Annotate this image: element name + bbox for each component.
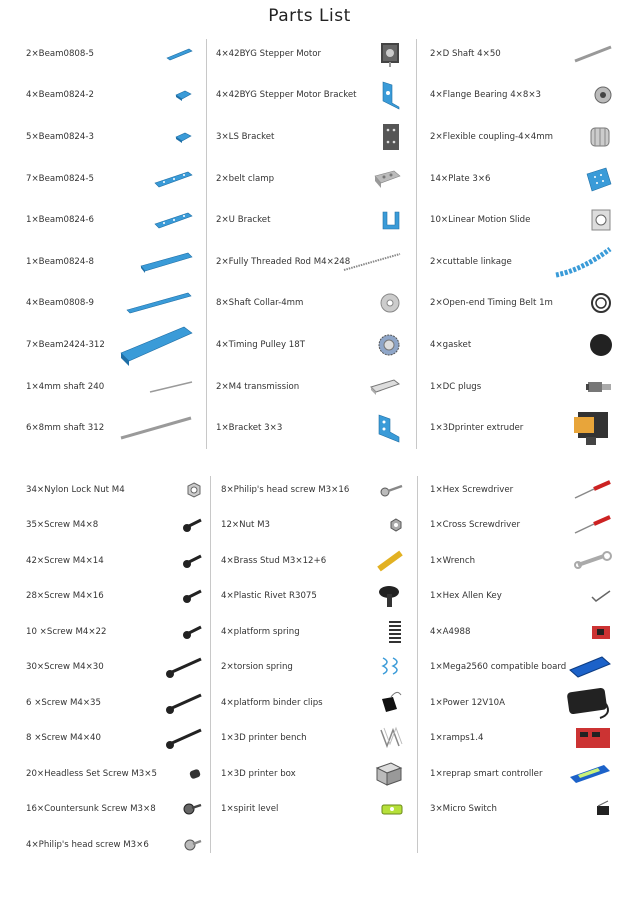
part-item: [210, 283, 408, 325]
spirit-level-icon: [379, 800, 405, 818]
part-item: [20, 756, 210, 792]
part-label: 4×Timing Pulley 18T: [216, 339, 305, 350]
part-label: 12×Nut M3: [221, 520, 270, 531]
part-label: 4×Brass Stud M3×12+6: [221, 555, 327, 566]
part-item: [424, 116, 619, 158]
hex-screwdriver-icon: [572, 479, 614, 501]
extruder-icon: [572, 409, 614, 447]
part-item: [215, 756, 411, 792]
part-label: 2×belt clamp: [216, 173, 275, 184]
part-item: [20, 33, 200, 75]
part-item: [20, 650, 210, 686]
part-item: [20, 685, 210, 721]
part-label: 4×42BYG Stepper Motor: [216, 48, 322, 59]
ls-bracket-icon: [380, 122, 402, 152]
parts-section-2: [20, 472, 616, 892]
part-item: [424, 75, 619, 117]
part-label: 1×reprap smart controller: [430, 768, 543, 779]
beam-cube-icon: [172, 87, 194, 103]
part-label: 1×3D printer bench: [221, 733, 307, 744]
part-label: 7×Beam2424-312: [26, 339, 105, 350]
torsion-spring-icon: [377, 654, 405, 680]
part-item: [215, 650, 411, 686]
part-label: 10×Linear Motion Slide: [430, 215, 531, 226]
plate-icon: [584, 165, 614, 193]
part-label: 1×ramps1.4: [430, 733, 484, 744]
part-item: [424, 241, 619, 283]
part-item: [210, 366, 408, 408]
part-label: 6×8mm shaft 312: [26, 423, 105, 434]
part-label: 1×Bracket 3×3: [216, 423, 283, 434]
part-label: 30×Screw M4×30: [26, 662, 104, 673]
column-divider: [416, 39, 417, 449]
part-label: 8×Philip's head screw M3×16: [221, 484, 350, 495]
part-label: 8 ×Screw M4×40: [26, 733, 101, 744]
part-label: 1×3Dprinter extruder: [430, 423, 524, 434]
part-label: 4×Flange Bearing 4×8×3: [430, 90, 541, 101]
allen-key-icon: [588, 587, 614, 605]
part-item: [215, 472, 411, 508]
part-item: [210, 407, 408, 449]
part-item: [424, 792, 619, 828]
ramps-board-icon: [572, 724, 614, 752]
micro-switch-icon: [592, 798, 614, 820]
part-item: [20, 614, 210, 650]
part-item: [210, 75, 408, 117]
part-item: [20, 721, 210, 757]
part-item: [424, 721, 619, 757]
m4-transmission-icon: [368, 377, 402, 397]
part-label: 28×Screw M4×16: [26, 591, 104, 602]
beam-medium-icon: [152, 169, 194, 189]
part-item: [215, 721, 411, 757]
flange-bearing-icon: [592, 84, 614, 106]
part-label: 1×Power 12V10A: [430, 697, 506, 708]
part-label: 42×Screw M4×14: [26, 555, 104, 566]
beam-short-icon: [164, 46, 194, 62]
part-label: 5×Beam0824-3: [26, 131, 94, 142]
part-item: [210, 324, 408, 366]
part-item: [210, 116, 408, 158]
flexible-coupling-icon: [586, 124, 614, 150]
part-item: [20, 158, 200, 200]
screw-long-icon: [164, 726, 204, 750]
philips-screw-long-icon: [379, 481, 405, 499]
part-label: 16×Countersunk Screw M3×8: [26, 804, 156, 815]
nut-icon: [387, 516, 405, 534]
timing-belt-icon: [588, 290, 614, 316]
part-item: [210, 33, 408, 75]
part-label: 1×3D printer box: [221, 768, 296, 779]
timing-pulley-icon: [376, 333, 402, 357]
part-label: 4×A4988: [430, 626, 471, 637]
part-item: [20, 116, 200, 158]
shaft-collar-icon: [378, 291, 402, 315]
set-screw-icon: [186, 766, 204, 782]
part-item: [424, 199, 619, 241]
part-item: [20, 199, 200, 241]
part-item: [424, 407, 619, 449]
screw-icon: [180, 623, 204, 641]
threaded-rod-icon: [342, 252, 402, 272]
part-label: 34×Nylon Lock Nut M4: [26, 484, 125, 495]
beam-cube-icon: [172, 129, 194, 145]
part-label: 2×Fully Threaded Rod M4×248: [216, 256, 351, 267]
part-item: [20, 827, 210, 863]
part-label: 10 ×Screw M4×22: [26, 626, 107, 637]
part-label: 4×Plastic Rivet R3075: [221, 591, 317, 602]
part-label: 14×Plate 3×6: [430, 173, 491, 184]
part-label: 4×platform binder clips: [221, 697, 323, 708]
part-item: [20, 543, 210, 579]
part-item: [215, 614, 411, 650]
wrench-icon: [574, 551, 614, 571]
part-label: 1×Cross Screwdriver: [430, 520, 521, 531]
printer-box-icon: [373, 760, 405, 788]
part-item: [424, 756, 619, 792]
part-item: [424, 685, 619, 721]
part-label: 2×Open-end Timing Belt 1m: [430, 298, 553, 309]
shaft-thick-icon: [118, 415, 194, 441]
cuttable-linkage-icon: [552, 245, 614, 279]
printer-bench-icon: [377, 724, 405, 752]
part-label: 7×Beam0824-5: [26, 173, 94, 184]
part-item: [424, 543, 619, 579]
part-label: 1×Wrench: [430, 555, 476, 566]
column-divider: [206, 39, 207, 449]
part-label: 1×Beam0824-6: [26, 215, 94, 226]
screw-icon: [180, 552, 204, 570]
lock-nut-icon: [184, 480, 204, 500]
part-label: 2×Beam0808-5: [26, 48, 94, 59]
part-label: 1×Mega2560 compatible board: [430, 662, 567, 673]
part-item: [210, 199, 408, 241]
part-item: [424, 579, 619, 615]
plastic-rivet-icon: [377, 582, 405, 610]
mega-board-icon: [566, 654, 614, 680]
beam-large-icon: [118, 323, 194, 367]
page-title: Parts List: [268, 6, 351, 26]
beam-medium-icon: [152, 210, 194, 230]
part-label: 1×Hex Screwdriver: [430, 484, 514, 495]
part-label: 1×spirit level: [221, 804, 279, 815]
part-item: [20, 792, 210, 828]
part-label: 3×Micro Switch: [430, 804, 497, 815]
brass-stud-icon: [375, 549, 405, 573]
part-label: 4×42BYG Stepper Motor Bracket: [216, 90, 357, 101]
part-item: [424, 508, 619, 544]
part-label: 1×Beam0824-8: [26, 256, 94, 267]
part-label: 35×Screw M4×8: [26, 520, 99, 531]
screw-long-icon: [164, 655, 204, 679]
part-item: [20, 472, 210, 508]
part-label: 4×Philip's head screw M3×6: [26, 839, 149, 850]
part-label: 2×torsion spring: [221, 662, 293, 673]
philips-screw-icon: [182, 835, 204, 855]
part-label: 6 ×Screw M4×35: [26, 697, 101, 708]
d-shaft-icon: [572, 44, 614, 64]
belt-clamp-icon: [372, 168, 402, 190]
part-item: [20, 75, 200, 117]
motor-bracket-icon: [380, 79, 402, 111]
cross-screwdriver-icon: [572, 514, 614, 536]
spring-icon: [385, 618, 405, 646]
beam-thin-long-icon: [124, 290, 194, 316]
countersunk-screw-icon: [180, 799, 204, 819]
part-item: [215, 579, 411, 615]
part-item: [20, 324, 200, 366]
part-item: [424, 283, 619, 325]
screw-long-icon: [164, 691, 204, 715]
part-item: [20, 407, 200, 449]
part-item: [20, 508, 210, 544]
part-item: [210, 158, 408, 200]
stepper-motor-icon: [378, 40, 402, 68]
binder-clip-icon: [377, 689, 405, 717]
part-item: [215, 508, 411, 544]
part-label: 4×Beam0808-9: [26, 298, 94, 309]
part-label: 1×DC plugs: [430, 381, 482, 392]
part-item: [424, 33, 619, 75]
gasket-icon: [588, 332, 614, 358]
part-label: 2×Flexible coupling-4×4mm: [430, 131, 554, 142]
beam-long-icon: [138, 250, 194, 274]
a4988-driver-icon: [588, 621, 614, 643]
bracket-3x3-icon: [376, 412, 402, 444]
part-label: 4×Beam0824-2: [26, 90, 94, 101]
part-label: 2×U Bracket: [216, 215, 271, 226]
screw-icon: [180, 516, 204, 534]
part-label: 3×LS Bracket: [216, 131, 275, 142]
linear-slide-icon: [588, 205, 614, 235]
screw-icon: [180, 587, 204, 605]
part-item: [424, 472, 619, 508]
part-label: 2×cuttable linkage: [430, 256, 512, 267]
power-supply-icon: [562, 684, 614, 722]
column-divider: [210, 476, 211, 853]
part-item: [20, 241, 200, 283]
part-item: [215, 543, 411, 579]
part-item: [215, 792, 411, 828]
parts-section-1: [20, 33, 616, 453]
part-label: 20×Headless Set Screw M3×5: [26, 768, 157, 779]
part-item: [20, 366, 200, 408]
part-item: [424, 158, 619, 200]
part-label: 1×4mm shaft 240: [26, 381, 105, 392]
part-label: 4×gasket: [430, 339, 472, 350]
part-item: [424, 324, 619, 366]
dc-plug-icon: [584, 374, 614, 400]
lcd-controller-icon: [566, 761, 614, 787]
u-bracket-icon: [380, 208, 402, 232]
part-item: [215, 685, 411, 721]
column-divider: [417, 476, 418, 853]
part-label: 2×D Shaft 4×50: [430, 48, 501, 59]
part-item: [424, 366, 619, 408]
part-item: [424, 614, 619, 650]
part-label: 4×platform spring: [221, 626, 300, 637]
part-item: [20, 579, 210, 615]
part-label: 2×M4 transmission: [216, 381, 300, 392]
part-label: 1×Hex Allen Key: [430, 591, 502, 602]
shaft-thin-icon: [148, 380, 194, 394]
part-item: [424, 650, 619, 686]
part-item: [210, 241, 408, 283]
part-label: 8×Shaft Collar-4mm: [216, 298, 304, 309]
part-item: [20, 283, 200, 325]
